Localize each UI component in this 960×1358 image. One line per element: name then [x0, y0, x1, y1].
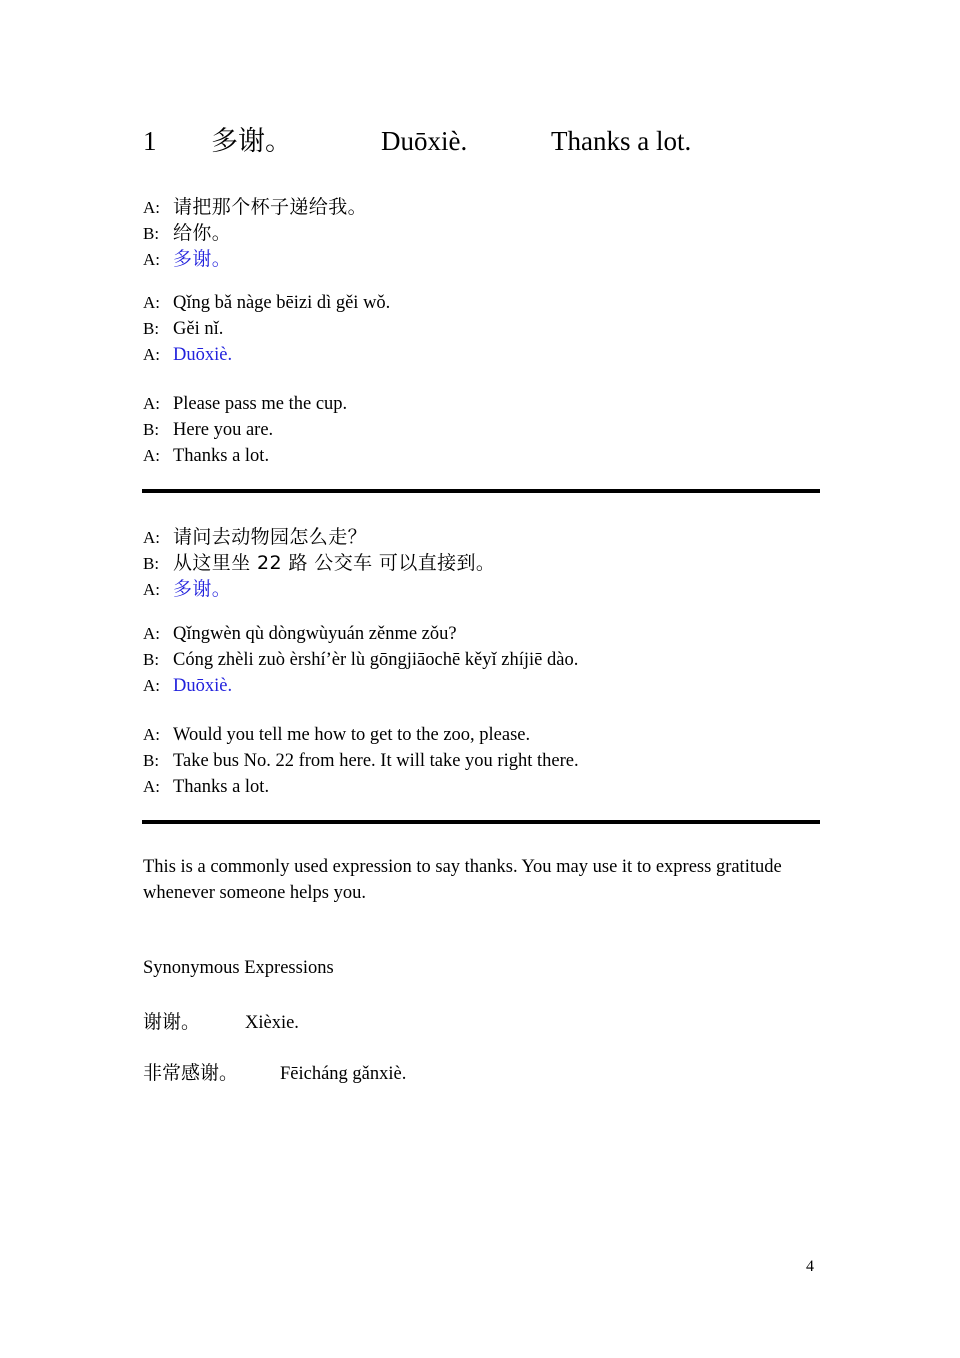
dialogue-text-highlighted: Duōxiè. — [173, 676, 233, 696]
entry-english: Thanks a lot. — [551, 126, 692, 156]
speaker-label: A: — [143, 198, 160, 217]
dialogue-text: Thanks a lot. — [173, 777, 270, 797]
dialogue-text: Qǐngwèn qù dòngwùyuán zěnme zǒu? — [173, 624, 457, 644]
dialogue-1-english — [143, 394, 843, 472]
speaker-label: B: — [143, 751, 160, 770]
dialogue-text: Please pass me the cup. — [173, 394, 348, 414]
dialogue-text: Take bus No. 22 from here. It will take you right there. — [173, 751, 579, 771]
dialogue-line — [143, 777, 843, 803]
dialogue-1-hanzi — [143, 192, 843, 270]
speaker-label: B: — [143, 420, 160, 439]
speaker-label: A: — [143, 580, 160, 599]
dialogue-text: Would you tell me how to get to the zoo, please. — [173, 725, 531, 745]
synonym-row — [143, 1007, 843, 1034]
speaker-label: A: — [143, 528, 160, 547]
speaker-label: B: — [143, 650, 160, 669]
dialogue-text: Thanks a lot. — [173, 446, 270, 466]
dialogue-text: Gěi nǐ. — [173, 319, 224, 339]
speaker-label: B: — [143, 554, 160, 573]
dialogue-2-english — [143, 725, 843, 803]
speaker-label: A: — [143, 293, 160, 312]
speaker-label: A: — [143, 250, 160, 269]
dialogue-1-pinyin — [143, 293, 843, 371]
dialogue-line — [143, 751, 843, 777]
speaker-label: A: — [143, 446, 160, 465]
dialogue-2-hanzi — [143, 522, 843, 600]
dialogue-line — [143, 574, 843, 600]
dialogue-text-highlighted: 多谢。 — [173, 248, 232, 270]
speaker-label: A: — [143, 345, 160, 364]
synonym-hanzi: 谢谢。 — [143, 1011, 201, 1033]
entry-number: 1 — [143, 126, 157, 156]
dialogue-line — [143, 522, 843, 548]
section-divider — [142, 820, 820, 824]
dialogue-line — [143, 218, 843, 244]
dialogue-text: Cóng zhèli zuò èrshí’èr lù gōngjiāochē kěyǐ zhíjiē dào. — [173, 650, 579, 670]
speaker-label: A: — [143, 725, 160, 744]
speaker-label: A: — [143, 624, 160, 643]
dialogue-line — [143, 319, 843, 345]
usage-note: This is a commonly used expression to say thanks. You may use it to express gratitude whenever someone helps you. — [143, 857, 782, 903]
speaker-label: A: — [143, 676, 160, 695]
speaker-label: A: — [143, 394, 160, 413]
dialogue-line — [143, 725, 843, 751]
entry-heading — [143, 122, 843, 162]
dialogue-text: 给你。 — [173, 222, 232, 244]
entry-pinyin: Duōxiè. — [381, 126, 468, 156]
synonyms-heading: Synonymous Expressions — [143, 958, 334, 978]
dialogue-line — [143, 244, 843, 270]
speaker-label: B: — [143, 319, 160, 338]
synonym-pinyin: Xièxie. — [245, 1013, 299, 1033]
dialogue-text-highlighted: Duōxiè. — [173, 345, 233, 365]
synonym-pinyin: Fēicháng gǎnxiè. — [280, 1064, 407, 1084]
dialogue-text: 请把那个杯子递给我。 — [173, 196, 368, 218]
dialogue-text-highlighted: 多谢。 — [173, 578, 232, 600]
dialogue-2-pinyin — [143, 624, 843, 702]
dialogue-line — [143, 548, 843, 574]
dialogue-line — [143, 192, 843, 218]
dialogue-text: 请问去动物园怎么走？ — [173, 526, 368, 548]
dialogue-text: Here you are. — [173, 420, 274, 440]
dialogue-line — [143, 446, 843, 472]
synonym-row — [143, 1058, 843, 1085]
entry-hanzi: 多谢。 — [211, 126, 292, 156]
dialogue-line — [143, 420, 843, 446]
dialogue-line — [143, 650, 843, 676]
section-divider — [142, 489, 820, 493]
dialogue-text: Qǐng bǎ nàge bēizi dì gěi wǒ. — [173, 293, 391, 313]
dialogue-line — [143, 293, 843, 319]
synonym-hanzi: 非常感谢。 — [143, 1062, 239, 1084]
dialogue-line — [143, 345, 843, 371]
dialogue-text: 从这里坐 22 路 公交车 可以直接到。 — [173, 552, 496, 574]
dialogue-line — [143, 394, 843, 420]
dialogue-line — [143, 676, 843, 702]
speaker-label: B: — [143, 224, 160, 243]
speaker-label: A: — [143, 777, 160, 796]
page-number: 4 — [806, 1258, 814, 1275]
dialogue-line — [143, 624, 843, 650]
